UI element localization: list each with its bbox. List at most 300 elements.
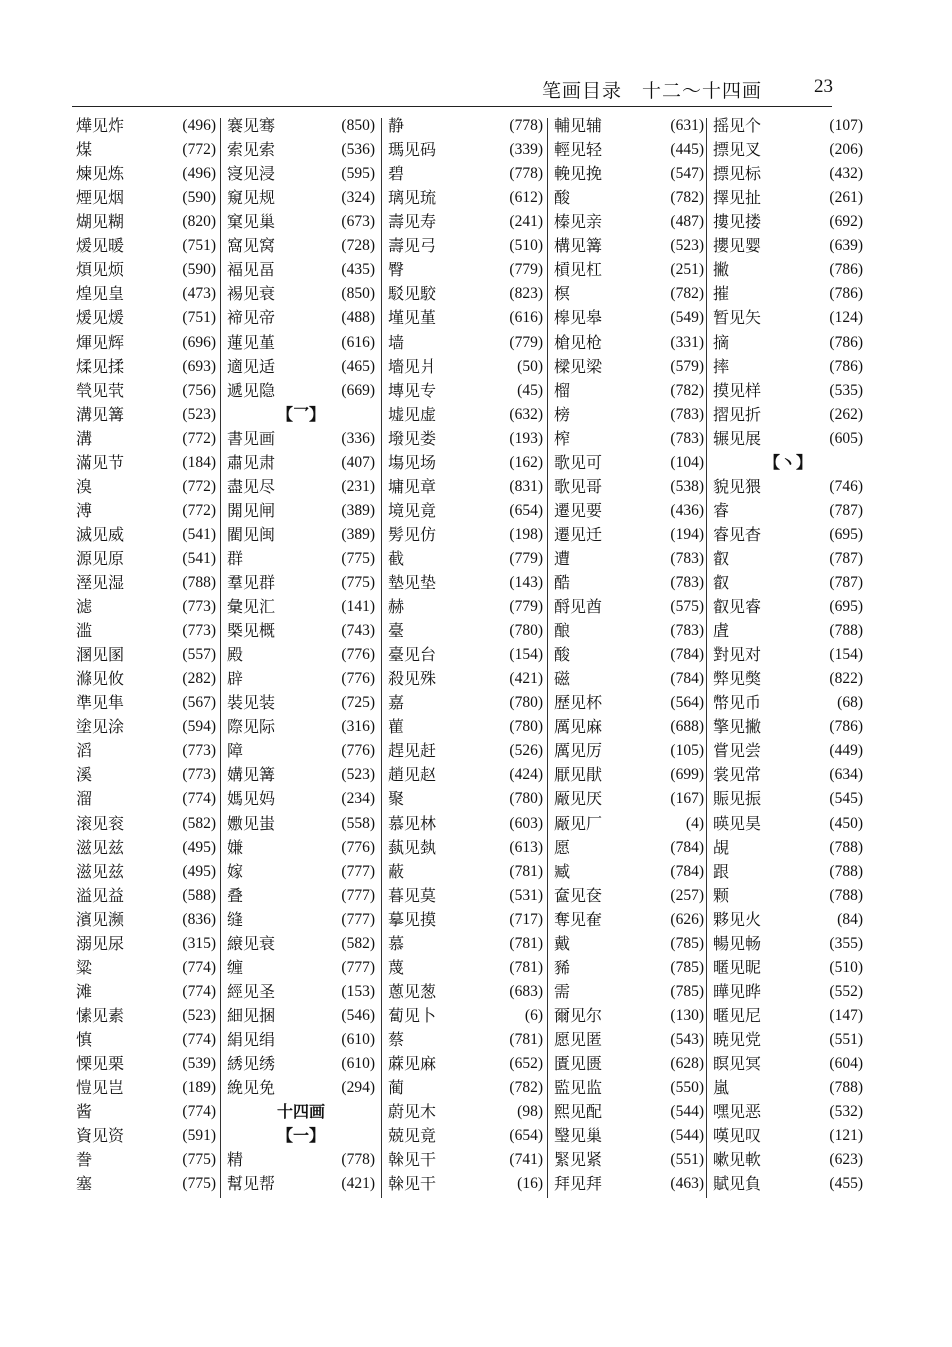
entry-term: 酹见酋 [554,597,603,616]
index-entry [554,1028,704,1052]
entry-term: 戴 [554,933,571,953]
index-entry [554,763,704,787]
index-entry [388,908,543,932]
entry-term: 窠见巢 [227,212,276,232]
entry-page: (355) [829,934,863,952]
entry-term: 酷 [554,572,571,592]
entry-page: (251) [670,261,704,279]
entry-term: 摇见个 [713,116,762,135]
index-entry [554,1124,704,1148]
entry-page: (339) [509,141,543,159]
entry-page: (153) [341,982,375,1000]
index-entry [713,331,863,355]
entry-page: (549) [670,309,704,327]
index-entry [554,114,704,138]
index-entry [713,1100,863,1124]
entry-page: (167) [670,790,704,808]
entry-page: (779) [509,549,543,567]
entry-page: (776) [341,646,375,664]
entry-term: 煉见炼 [76,164,125,184]
entry-page: (693) [182,357,216,375]
entry-term: 際见际 [227,717,276,737]
entry-term: 榴 [554,380,571,400]
index-entry [713,523,863,547]
index-entry [388,427,543,451]
entry-page: (688) [670,718,704,736]
entry-page: (231) [341,477,375,495]
entry-term: 暱见尼 [713,1005,762,1025]
entry-page: (455) [829,1175,863,1193]
entry-term: 弊见獘 [713,669,762,689]
index-entry [554,619,704,643]
index-entry [227,282,375,306]
entry-page: (820) [182,213,216,231]
entry-term: 駁见駮 [388,284,437,304]
entry-term: 摺见折 [713,404,762,424]
entry-page: (523) [182,405,216,423]
entry-term: 精 [227,1150,244,1170]
entry-page: (773) [182,598,216,615]
index-entry [227,379,375,403]
index-entry [76,691,216,715]
index-entry [713,258,863,282]
index-entry [554,162,704,186]
entry-page: (610) [341,1055,375,1072]
entry-page: (234) [341,790,375,808]
entry-page: (389) [341,525,375,543]
entry-page: (84) [837,910,863,928]
entry-term: 碧 [388,164,405,184]
index-entry [227,667,375,691]
index-entry [713,763,863,787]
index-entry [76,234,216,258]
entry-term: 裳见常 [713,765,762,785]
entry-page: (772) [182,141,216,159]
entry-term: 境见竟 [388,500,437,520]
index-entry [713,1028,863,1052]
index-entry [76,138,216,162]
index-entry [227,739,375,763]
entry-term: 煤 [76,140,93,160]
entry-page: (538) [670,477,704,495]
index-entry [554,234,704,258]
entry-term: 榛见亲 [554,212,603,232]
entry-page: (588) [182,886,216,904]
entry-page: (785) [670,982,704,1000]
entry-page: (778) [341,1151,375,1169]
index-entry [76,643,216,667]
entry-term: 髣见仿 [388,524,437,544]
index-entry [227,571,375,595]
index-entry [554,860,704,884]
entry-page: (822) [829,670,863,688]
index-entry [76,715,216,739]
entry-page: (582) [182,814,216,832]
entry-term: 貌见猥 [713,476,762,496]
entry-page: (616) [341,333,375,351]
index-entry [227,1004,375,1028]
entry-term: 煙见烟 [76,188,125,208]
entry-term: 攖见婴 [713,236,762,256]
entry-page: (532) [829,1103,863,1121]
entry-term: 煢见茕 [76,380,125,400]
entry-page: (449) [829,742,863,760]
column-divider [547,118,548,1198]
index-entry [227,980,375,1004]
entry-page: (780) [509,718,543,736]
index-entry [227,595,375,619]
entry-term: 細见捆 [227,1005,276,1025]
entry-term: 障 [227,741,244,761]
entry-page: (785) [670,958,704,976]
index-entry [227,475,375,499]
index-entry [76,619,216,643]
index-entry [76,186,216,210]
entry-term: 對见对 [713,645,762,665]
index-entry [76,836,216,860]
index-entry [713,379,863,403]
entry-term: 閞见闸 [227,500,276,520]
entry-page: (465) [341,357,375,375]
entry-term: 裼见衰 [227,284,276,304]
entry-page: (545) [829,790,863,808]
index-entry [388,715,543,739]
entry-term: 瑿见巢 [554,1126,603,1146]
index-entry [713,427,863,451]
entry-page: (782) [670,381,704,399]
entry-term: 輓见挽 [554,164,603,184]
entry-term: 睿见杳 [713,524,762,544]
entry-term: 臺见台 [388,645,437,665]
entry-term: 蓮见堇 [227,332,276,352]
entry-term: 酿 [554,621,571,641]
column-divider [706,118,707,1198]
entry-page: (523) [182,1006,216,1024]
entry-term: 蓺见埶 [388,837,437,857]
index-entry [227,812,375,836]
entry-page: (777) [341,886,375,904]
index-entry [713,1172,863,1196]
entry-page: (779) [509,333,543,351]
entry-page: (6) [524,1006,543,1024]
entry-term: 磁 [554,669,571,689]
entry-term: 豨 [554,957,571,977]
entry-page: (551) [829,1030,863,1048]
index-entry [554,812,704,836]
index-entry [227,547,375,571]
entry-page: (324) [341,189,375,207]
entry-page: (130) [670,1006,704,1024]
entry-page: (783) [670,573,704,591]
entry-term: 雚 [388,717,405,737]
entry-term: 厭见猒 [554,765,603,785]
index-entry [227,186,375,210]
entry-term: 赫 [388,597,405,616]
index-entry [76,547,216,571]
entry-term: 槔见皋 [554,308,603,328]
entry-term: 蔚见木 [388,1102,437,1122]
entry-term: 拜见拜 [554,1174,603,1194]
entry-term: 熙见配 [554,1102,603,1122]
entry-page: (124) [829,309,863,327]
index-entry [227,234,375,258]
entry-page: (316) [341,718,375,736]
entry-term: 榦见干 [388,1174,437,1194]
entry-term: 榜 [554,404,571,424]
entry-term: 滌见攸 [76,669,125,689]
entry-term: 溷见圂 [76,645,125,665]
entry-term: 慕见林 [388,813,437,833]
header-rule [72,106,832,107]
entry-page: (741) [509,1151,543,1169]
entry-page: (772) [182,429,216,447]
index-entry [227,1172,375,1196]
entry-page: (728) [341,237,375,255]
index-entry [76,355,216,379]
entry-term: 愷见岂 [76,1078,125,1097]
index-entry [227,1052,375,1076]
index-entry [713,691,863,715]
index-entry [388,980,543,1004]
entry-term: 粱 [76,957,93,977]
index-entry [554,523,704,547]
entry-page: (496) [182,117,216,134]
entry-term: 暁见党 [713,1029,762,1049]
index-entry [554,210,704,234]
entry-page: (778) [509,117,543,134]
entry-page: (788) [829,1079,863,1096]
entry-page: (547) [670,165,704,183]
entry-page: (605) [829,429,863,447]
entry-term: 嘉 [388,693,405,713]
index-entry [227,787,375,811]
index-entry [227,499,375,523]
index-entry [388,1076,543,1100]
index-entry [388,331,543,355]
entry-term: 源见原 [76,548,125,568]
entry-page: (68) [837,694,863,712]
entry-page: (788) [829,862,863,880]
entry-page: (162) [509,453,543,471]
entry-term: 煇见辉 [76,332,125,352]
index-entry [76,908,216,932]
entry-page: (261) [829,189,863,207]
index-entry [388,138,543,162]
entry-page: (198) [509,525,543,543]
entry-page: (551) [670,1151,704,1169]
index-entry [713,860,863,884]
index-entry [227,836,375,860]
entry-page: (613) [509,838,543,856]
entry-term: 滥 [76,621,93,641]
entry-term: 酸 [554,188,571,208]
entry-page: (781) [509,1030,543,1048]
entry-page: (189) [182,1079,216,1096]
index-entry [388,547,543,571]
entry-page: (421) [509,670,543,688]
entry-page: (541) [182,549,216,567]
index-entry [713,1124,863,1148]
entry-term: 慎 [76,1029,93,1049]
entry-page: (717) [509,910,543,928]
entry-term: 媽见妈 [227,789,276,809]
index-entry [76,884,216,908]
entry-term: 塞 [76,1174,93,1194]
index-entry [388,210,543,234]
index-entry [227,258,375,282]
entry-term: 煳见糊 [76,212,125,232]
entry-page: (526) [509,742,543,760]
entry-page: (780) [509,694,543,712]
entry-term: 群 [227,548,244,568]
entry-term: 槩见概 [227,621,276,641]
entry-page: (294) [341,1079,375,1096]
section-subheader: 【丶】 [763,452,812,472]
entry-term: 溝见篝 [76,404,125,424]
index-entry [388,1100,543,1124]
entry-term: 綉见绣 [227,1054,276,1073]
index-entry [76,1076,216,1100]
index-entry [554,980,704,1004]
entry-term: 摧 [713,284,730,304]
entry-page: (788) [829,838,863,856]
index-entry [388,234,543,258]
index-entry [76,114,216,138]
entry-term: 撇 [713,260,730,280]
index-entry [554,715,704,739]
entry-page: (654) [509,501,543,519]
entry-term: 輔见辅 [554,116,603,135]
index-entry [554,595,704,619]
entry-term: 趙见赵 [388,765,437,785]
entry-page: (777) [341,862,375,880]
entry-page: (194) [670,525,704,543]
index-entry [76,258,216,282]
index-entry [388,306,543,330]
entry-page: (523) [341,766,375,784]
entry-term: 墢见娄 [388,428,437,448]
entry-term: 殿 [227,645,244,665]
entry-term: 構见篝 [554,236,603,256]
entry-term: 窺见规 [227,188,276,208]
entry-term: 墙 [388,332,405,352]
index-entry [388,787,543,811]
entry-page: (552) [829,982,863,1000]
entry-term: 滋见兹 [76,837,125,857]
entry-term: 窩见窝 [227,236,276,256]
entry-page: (435) [341,261,375,279]
index-entry [388,162,543,186]
index-entry [554,355,704,379]
entry-page: (141) [341,598,375,615]
index-entry [388,186,543,210]
entry-term: 嘗见尝 [713,741,762,761]
entry-page: (610) [341,1030,375,1048]
entry-term: 厰见厂 [554,813,603,833]
entry-term: 歌见哥 [554,476,603,496]
index-entry [554,1076,704,1100]
index-entry [713,1052,863,1076]
entry-page: (612) [509,189,543,207]
index-entry [388,595,543,619]
entry-term: 静 [388,116,405,135]
entry-term: 嫐见蚩 [227,813,276,833]
entry-page: (774) [182,1103,216,1121]
entry-page: (445) [670,141,704,159]
entry-term: 歷见杯 [554,693,603,713]
index-entry [713,282,863,306]
entry-term: 厰见厌 [554,789,603,809]
index-entry [227,691,375,715]
index-entry [713,547,863,571]
index-entry [554,379,704,403]
entry-term: 暎见昊 [713,813,762,833]
entry-term: 賑见振 [713,789,762,809]
index-entry [76,331,216,355]
index-entry [713,787,863,811]
entry-term: 聚 [388,789,405,809]
index-entry [554,932,704,956]
entry-term: 叠 [227,885,244,905]
entry-page: (154) [509,646,543,664]
index-entry [388,667,543,691]
index-entry [713,739,863,763]
index-entry [388,523,543,547]
entry-page: (850) [341,285,375,303]
index-entry [388,451,543,475]
entry-page: (746) [829,477,863,495]
entry-page: (695) [829,598,863,615]
index-entry [388,739,543,763]
entry-page: (751) [182,237,216,255]
index-entry [554,643,704,667]
entry-term: 資见资 [76,1126,125,1146]
column-divider [220,118,221,1198]
index-entry [227,932,375,956]
entry-page: (193) [509,429,543,447]
entry-term: 摽见叉 [713,140,762,160]
entry-term: 遭 [554,548,571,568]
index-entry [76,1148,216,1172]
entry-page: (780) [509,622,543,640]
index-entry [388,643,543,667]
entry-term: 瑪见码 [388,140,437,160]
entry-term: 樑见梁 [554,356,603,376]
entry-page: (751) [182,309,216,327]
entry-page: (631) [670,117,704,134]
entry-page: (743) [341,622,375,640]
index-entry [554,956,704,980]
entry-term: 颗 [713,885,730,905]
entry-page: (778) [509,165,543,183]
entry-term: 愫见素 [76,1005,125,1025]
entry-page: (147) [829,1006,863,1024]
index-entry [713,234,863,258]
entry-term: 煩见烦 [76,260,125,280]
entry-term: 褔见畐 [227,260,276,280]
index-entry [76,523,216,547]
entry-term: 適见适 [227,356,276,376]
entry-term: 厲见厉 [554,741,603,761]
entry-term: 臀 [388,260,405,280]
entry-page: (632) [509,405,543,423]
index-entry [713,980,863,1004]
index-entry [388,1004,543,1028]
index-entry [388,619,543,643]
entry-page: (546) [341,1006,375,1024]
index-entry [388,884,543,908]
entry-term: 殺见殊 [388,669,437,689]
